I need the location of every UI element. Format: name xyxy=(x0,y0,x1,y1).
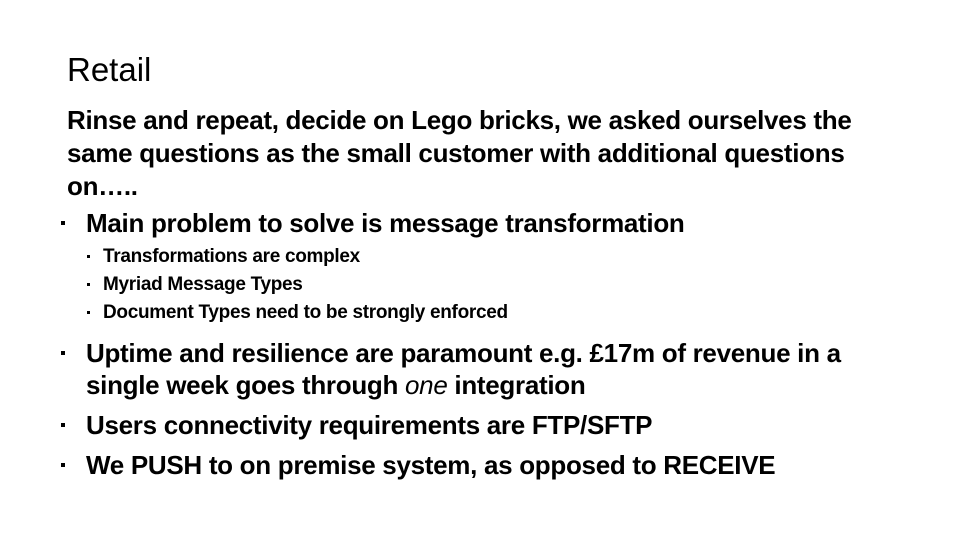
bullet-text-before: Uptime and resilience are paramount e.g. £17m of revenue in a single week goes through xyxy=(86,338,841,400)
sub-bullet-marker xyxy=(87,255,90,258)
bullet-push xyxy=(67,449,897,481)
sub-bullet-list xyxy=(67,243,897,327)
sub-bullet-item xyxy=(67,243,897,271)
slide-body xyxy=(67,104,897,489)
sub-bullet-text: Myriad Message Types xyxy=(103,274,303,295)
bullet-text-after: integration xyxy=(447,370,586,400)
bullet-text: Users connectivity requirements are FTP/SFTP xyxy=(86,410,653,440)
sub-bullet-text: Transformations are complex xyxy=(103,246,360,267)
bullet-marker xyxy=(61,423,65,427)
bullet-marker xyxy=(61,221,65,225)
intro-paragraph: Rinse and repeat, decide on Lego bricks, we asked ourselves the same questions as the small customer with additional questions on….. xyxy=(67,105,852,201)
bullet-connectivity xyxy=(67,409,897,441)
sub-bullet-marker xyxy=(87,283,90,286)
bullet-text: We PUSH to on premise system, as opposed to RECEIVE xyxy=(86,450,776,480)
slide-title: Retail xyxy=(67,51,152,88)
sub-bullet-marker xyxy=(87,311,90,314)
bullet-marker xyxy=(61,351,65,355)
bullet-emphasis: one xyxy=(405,370,448,400)
bullet-marker xyxy=(61,463,65,467)
sub-bullet-text: Document Types need to be strongly enforced xyxy=(103,302,508,323)
bullet-uptime xyxy=(67,337,897,401)
sub-bullet-item xyxy=(67,299,897,327)
bullet-message-transformation xyxy=(67,207,897,239)
sub-bullet-item xyxy=(67,271,897,299)
bullet-text: Main problem to solve is message transformation xyxy=(86,208,685,238)
